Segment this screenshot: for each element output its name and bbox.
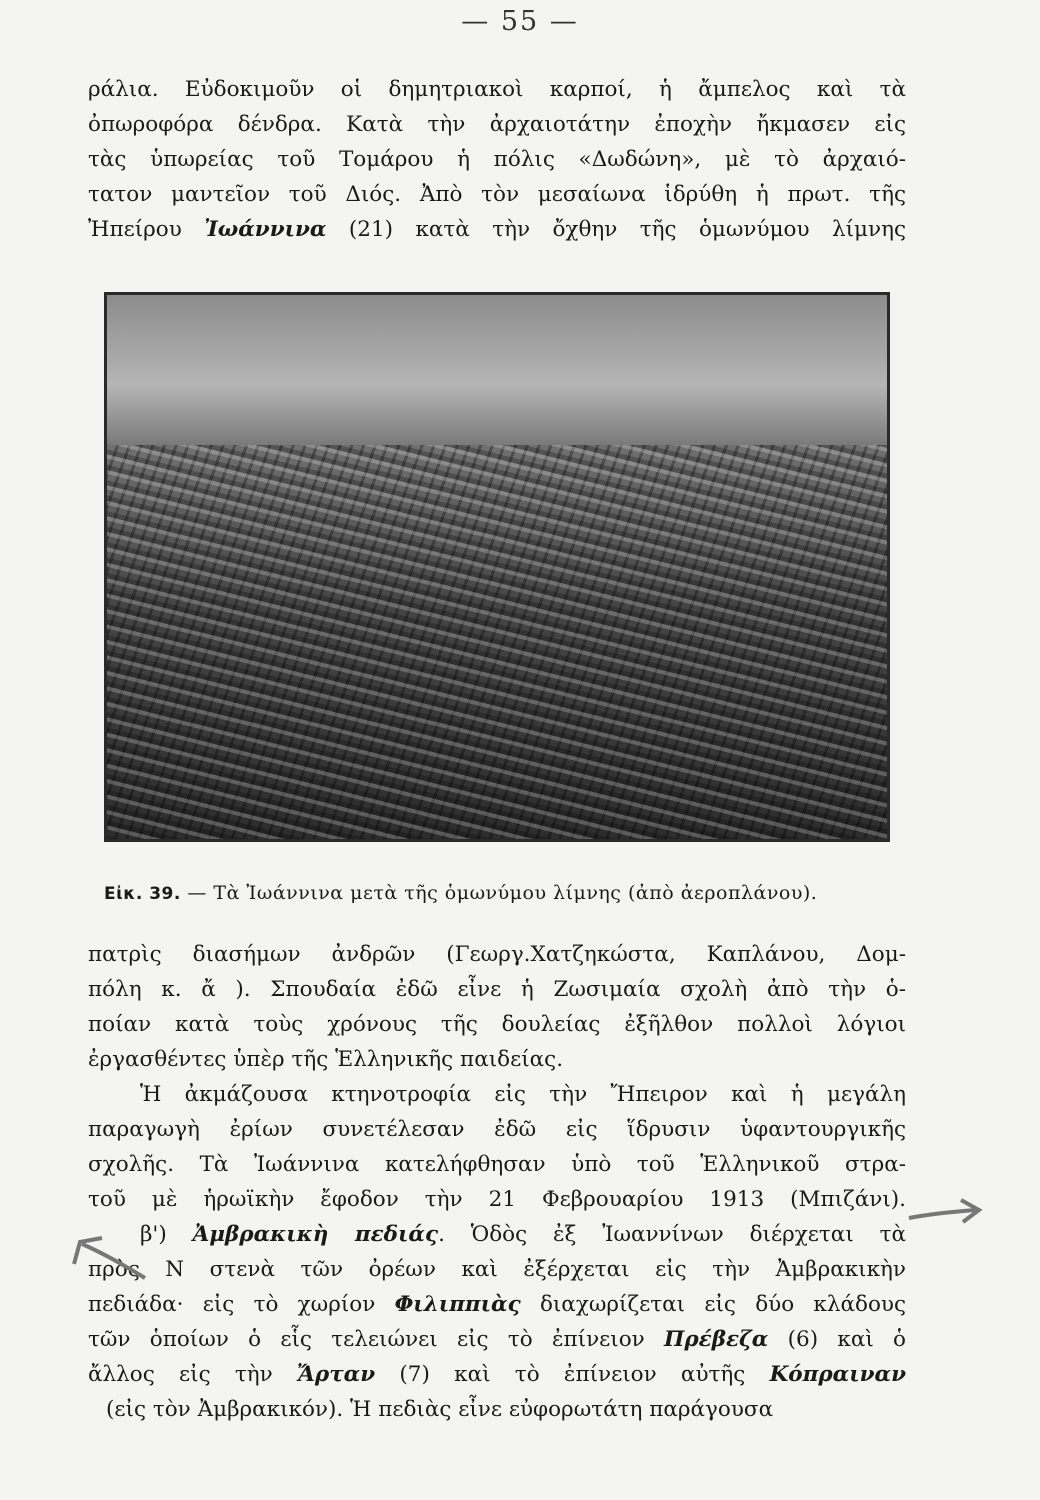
text-span: (21) κατὰ τὴν ὄχθην τῆς ὁμωνύμου λίμνης bbox=[326, 217, 906, 242]
text-span: β') bbox=[140, 1222, 193, 1247]
paragraph-top bbox=[88, 72, 906, 247]
text-line: ποίαν κατὰ τοὺς χρόνους τῆς δουλείας ἐξῆλθον πολλοὶ λόγιοι bbox=[88, 1012, 906, 1037]
place-name-arta: Ἄρταν bbox=[297, 1362, 376, 1387]
text-line bbox=[88, 1322, 906, 1357]
photo-sky-lake bbox=[107, 295, 887, 445]
text-line bbox=[88, 212, 906, 247]
text-line: (εἰς τὸν Ἀμβρακικόν). Ἡ πεδιὰς εἶνε εὐφορωτάτη παράγουσα bbox=[106, 1397, 774, 1422]
caption-text: — Τὰ Ἰωάννινα μετὰ τῆς ὁμωνύμου λίμνης (ἀπὸ ἀεροπλάνου). bbox=[180, 882, 818, 904]
figure-label: Εἰκ. 39. bbox=[104, 884, 181, 904]
text-span: (7) καὶ τὸ ἐπίνειον αὐτῆς bbox=[375, 1362, 770, 1387]
text-line: ράλια. Εὐδοκιμοῦν οἱ δημητριακοὶ καρποί, ἡ ἄμπελος καὶ τὰ bbox=[88, 77, 906, 102]
text-line: Ἡ ἀκμάζουσα κτηνοτροφία εἰς τὴν Ἤπειρον καὶ ἡ μεγάλη bbox=[140, 1082, 906, 1107]
text-line: παραγωγὴ ἐρίων συνετέλεσαν ἐδῶ εἰς ἵδρυσιν ὑφαντουργικῆς bbox=[88, 1117, 906, 1142]
section-heading-ambrakiki: Ἀμβρακικὴ πεδιάς bbox=[192, 1222, 439, 1247]
text-span: διαχωρίζεται εἰς δύο κλάδους bbox=[520, 1292, 906, 1317]
text-span: Ἠπείρου bbox=[88, 217, 205, 242]
figure-caption bbox=[104, 882, 904, 904]
left-arrow-annotation-icon bbox=[60, 1226, 150, 1286]
place-name-ioannina: Ἰωάννινα bbox=[204, 217, 327, 242]
place-name-kopraina: Κόπραιναν bbox=[769, 1362, 906, 1387]
text-span: ἄλλος εἰς τὴν bbox=[88, 1362, 298, 1387]
photo-city bbox=[107, 445, 887, 842]
paragraph-bottom bbox=[88, 937, 906, 1427]
text-span: (6) καὶ ὁ bbox=[768, 1327, 906, 1352]
text-line bbox=[88, 1287, 906, 1322]
text-span: τῶν ὁποίων ὁ εἷς τελειώνει εἰς τὸ ἐπίνειον bbox=[88, 1327, 665, 1352]
text-line: πόλη κ. ἄ ). Σπουδαία ἐδῶ εἶνε ἡ Ζωσιμαία σχολὴ ἀπὸ τὴν ὁ- bbox=[88, 977, 906, 1002]
place-name-preveza: Πρέβεζα bbox=[664, 1327, 769, 1352]
text-line: τὰς ὑπωρείας τοῦ Τομάρου ἡ πόλις «Δωδώνη», μὲ τὸ ἀρχαιό- bbox=[88, 147, 906, 172]
page-number: — 55 — bbox=[461, 6, 579, 37]
right-arrow-annotation-icon bbox=[905, 1196, 985, 1236]
text-line bbox=[88, 1217, 906, 1252]
text-line: πρὸς Ν στενὰ τῶν ὀρέων καὶ ἐξέρχεται εἰς τὴν Ἀμβρακικὴν bbox=[88, 1257, 906, 1282]
text-line: ὀπωροφόρα δένδρα. Κατὰ τὴν ἀρχαιοτάτην ἐποχὴν ἤκμασεν εἰς bbox=[88, 112, 906, 137]
text-line: ἐργασθέντες ὑπὲρ τῆς Ἑλληνικῆς παιδείας. bbox=[88, 1047, 564, 1072]
text-span: πεδιάδα· εἰς τὸ χωρίον bbox=[88, 1292, 395, 1317]
text-line: τοῦ μὲ ἡρωϊκὴν ἔφοδον τὴν 21 Φεβρουαρίου 1913 (Μπιζάνι). bbox=[88, 1187, 906, 1212]
text-line: πατρὶς διασήμων ἀνδρῶν (Γεωργ.Χατζηκώστα, Καπλάνου, Δομ- bbox=[88, 942, 906, 967]
text-line: τατον μαντεῖον τοῦ Διός. Ἀπὸ τὸν μεσαίωνα ἱδρύθη ἡ πρωτ. τῆς bbox=[88, 182, 906, 207]
aerial-photo-ioannina bbox=[104, 292, 890, 842]
text-span: . Ὁδὸς ἐξ Ἰωαννίνων διέρχεται τὰ bbox=[438, 1222, 907, 1247]
place-name-filippias: Φιλιππιὰς bbox=[394, 1292, 521, 1317]
text-line: σχολῆς. Τὰ Ἰωάννινα κατελήφθησαν ὑπὸ τοῦ Ἑλληνικοῦ στρα- bbox=[88, 1152, 906, 1177]
text-line bbox=[88, 1357, 906, 1392]
